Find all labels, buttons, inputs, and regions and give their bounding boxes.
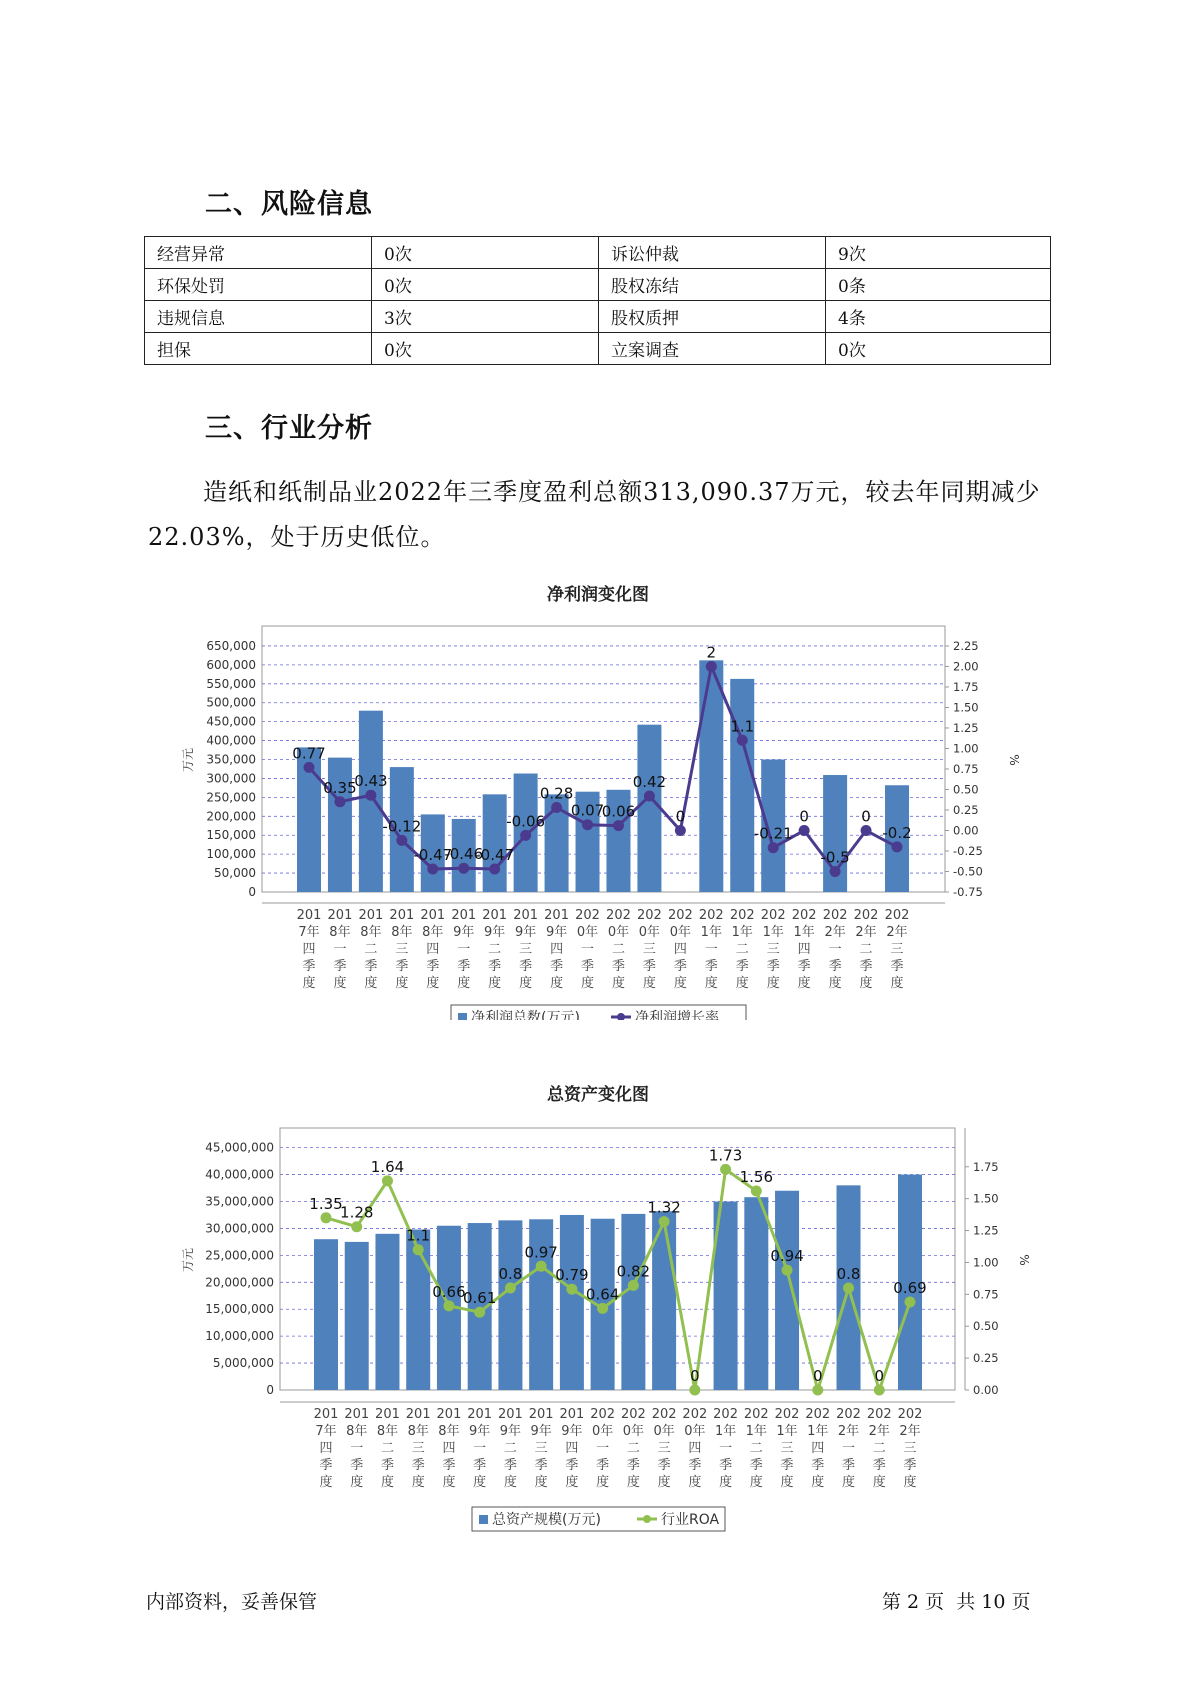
data-label: 1.1 xyxy=(730,717,755,736)
data-label: 0.35 xyxy=(323,778,357,797)
x-category-label: 201 8年三季度 xyxy=(389,908,415,991)
data-label: -0.12 xyxy=(382,817,422,836)
y2-tick-label: -0.50 xyxy=(953,864,983,879)
x-category-label: 202 1年四季度 xyxy=(805,1407,831,1490)
line-point xyxy=(304,762,315,773)
data-label: 0.77 xyxy=(292,744,326,763)
bar xyxy=(314,1239,338,1390)
x-category-label: 202 0年四季度 xyxy=(682,1407,708,1490)
line-point xyxy=(675,825,686,836)
x-category-label: 202 2年二季度 xyxy=(853,908,879,991)
bar xyxy=(775,1191,799,1390)
data-label: 0.28 xyxy=(539,784,574,803)
x-category-label: 202 1年一季度 xyxy=(698,908,724,991)
bar xyxy=(359,711,383,892)
x-category-label: 201 9年二季度 xyxy=(498,1407,523,1490)
data-label: -0.2 xyxy=(882,823,912,842)
risk-item-value: 4条 xyxy=(826,301,1051,333)
legend-bar-swatch xyxy=(458,1013,467,1020)
risk-section-title: 二、风险信息 xyxy=(205,189,373,220)
data-label: 1.64 xyxy=(370,1157,405,1176)
data-label: -0.47 xyxy=(413,846,453,865)
risk-item-label: 担保 xyxy=(145,333,372,365)
x-category-label: 201 9年二季度 xyxy=(482,908,508,991)
line-point xyxy=(597,1303,608,1314)
risk-item-value: 9次 xyxy=(826,237,1051,269)
line-point xyxy=(689,1385,700,1396)
risk-item-value: 0次 xyxy=(826,333,1051,365)
data-label: 0.61 xyxy=(462,1289,497,1308)
data-label: 0.66 xyxy=(432,1282,466,1301)
risk-table-row xyxy=(145,301,1051,333)
y-tick-label: 35,000,000 xyxy=(205,1194,274,1209)
data-label: 0 xyxy=(861,807,871,826)
y-tick-label: 150,000 xyxy=(206,828,256,843)
chart-title: 总资产变化图 xyxy=(547,1085,649,1105)
x-category-label: 202 2年三季度 xyxy=(897,1407,923,1490)
line-point xyxy=(427,864,438,875)
y2-tick-label: 0.50 xyxy=(973,1319,999,1334)
x-category-label: 202 2年二季度 xyxy=(866,1407,892,1490)
risk-item-label: 股权冻结 xyxy=(599,269,826,301)
y-tick-label: 550,000 xyxy=(206,676,256,691)
y2-tick-label: 1.50 xyxy=(953,700,979,715)
data-label: -0.46 xyxy=(444,845,484,864)
y-tick-label: 0 xyxy=(266,1383,274,1397)
data-label: 0 xyxy=(675,807,686,826)
y-tick-label: 0 xyxy=(248,885,256,899)
y2-tick-label: 2.00 xyxy=(953,659,979,674)
x-category-label: 201 9年四季度 xyxy=(559,1407,585,1490)
net-profit-chart xyxy=(0,580,1191,1024)
line-point xyxy=(861,825,872,836)
x-category-label: 202 0年三季度 xyxy=(637,908,662,991)
x-category-label: 202 2年三季度 xyxy=(884,908,910,991)
y-axis-label: 万元 xyxy=(181,1247,195,1273)
y-axis-label: 万元 xyxy=(181,747,195,773)
line-point xyxy=(737,735,748,746)
footer-page-number: 第 2 页 共 10 页 xyxy=(882,1591,1031,1613)
line-point xyxy=(474,1307,485,1318)
x-category-label: 201 9年四季度 xyxy=(544,908,569,991)
y2-tick-label: 1.75 xyxy=(973,1159,999,1174)
risk-item-label: 经营异常 xyxy=(145,237,372,269)
bar xyxy=(744,1197,768,1390)
line-point xyxy=(830,866,841,877)
line-point xyxy=(520,830,531,841)
legend-item-bars: 总资产规模(万元) xyxy=(492,1512,601,1528)
legend-line-marker xyxy=(643,1515,651,1523)
risk-item-value: 0条 xyxy=(826,269,1051,301)
risk-table xyxy=(144,236,1051,365)
line-point xyxy=(628,1280,639,1291)
data-label: 1.35 xyxy=(309,1194,343,1213)
y2-tick-label: 0.25 xyxy=(973,1351,999,1366)
x-category-label: 202 2年一季度 xyxy=(836,1407,861,1490)
data-label: 0.42 xyxy=(632,773,667,792)
chart-title: 净利润变化图 xyxy=(547,585,649,605)
x-category-label: 202 0年二季度 xyxy=(606,908,631,991)
data-label: 0.64 xyxy=(585,1285,620,1304)
line-point xyxy=(382,1175,393,1186)
y-tick-label: 300,000 xyxy=(206,771,256,786)
bar xyxy=(498,1220,522,1390)
data-label: -0.47 xyxy=(475,846,515,865)
y-tick-label: 250,000 xyxy=(206,790,256,805)
x-category-label: 201 8年三季度 xyxy=(405,1407,431,1490)
line-point xyxy=(782,1265,793,1276)
data-label: 0.94 xyxy=(770,1247,804,1266)
line-point xyxy=(365,790,376,801)
y2-axis-label: % xyxy=(1007,754,1021,766)
y2-tick-label: 1.25 xyxy=(953,720,979,735)
line-point xyxy=(334,796,345,807)
y-tick-label: 40,000,000 xyxy=(205,1167,274,1182)
risk-item-value: 0次 xyxy=(372,237,599,269)
x-category-label: 201 8年一季度 xyxy=(344,1407,370,1490)
data-label: 1.1 xyxy=(406,1226,431,1245)
footer-confidential: 内部资料，妥善保管 xyxy=(146,1591,318,1613)
y2-tick-label: 0.25 xyxy=(953,802,979,817)
line-point xyxy=(443,1300,454,1311)
industry-paragraph: 造纸和纸制品业2022年三季度盈利总额313,090.37万元，较去年同期减少22.03%，处于历史低位。 xyxy=(148,478,1041,551)
y-tick-label: 400,000 xyxy=(206,733,256,748)
x-category-label: 202 1年三季度 xyxy=(774,1407,800,1490)
risk-item-label: 诉讼仲裁 xyxy=(599,237,826,269)
y-tick-label: 450,000 xyxy=(206,714,256,729)
data-label: 0.43 xyxy=(354,772,388,791)
y2-tick-label: 0.50 xyxy=(953,782,979,797)
risk-table-row xyxy=(145,333,1051,365)
line-point xyxy=(659,1216,670,1227)
data-label: 0 xyxy=(813,1367,823,1385)
risk-item-label: 环保处罚 xyxy=(145,269,372,301)
line-point xyxy=(892,841,903,852)
x-category-label: 201 8年四季度 xyxy=(420,908,446,991)
bar xyxy=(483,794,507,892)
bar xyxy=(560,1215,584,1390)
line-point xyxy=(582,819,593,830)
total-assets-chart xyxy=(0,1078,1191,1542)
y2-tick-label: -0.75 xyxy=(953,885,983,899)
data-label: 0.79 xyxy=(555,1266,589,1285)
bar xyxy=(375,1234,399,1390)
line-point xyxy=(799,825,810,836)
line-point xyxy=(905,1296,916,1307)
data-label: -0.21 xyxy=(753,824,793,843)
y2-tick-label: 2.25 xyxy=(953,638,979,653)
data-label: 0.06 xyxy=(601,802,636,821)
data-label: 1.32 xyxy=(647,1198,681,1217)
risk-item-value: 0次 xyxy=(372,333,599,365)
y-tick-label: 500,000 xyxy=(206,695,256,710)
y2-tick-label: -0.25 xyxy=(953,843,983,858)
data-label: 0.69 xyxy=(893,1278,927,1297)
y2-tick-label: 1.25 xyxy=(973,1223,999,1238)
data-label: 0 xyxy=(690,1367,700,1385)
line-point xyxy=(536,1261,547,1272)
risk-item-label: 立案调查 xyxy=(599,333,826,365)
y2-axis-label: % xyxy=(1017,1254,1031,1266)
bar xyxy=(328,758,352,892)
risk-table-row xyxy=(145,269,1051,301)
line-point xyxy=(351,1221,362,1232)
y2-tick-label: 0.75 xyxy=(953,761,979,776)
data-label: 0.07 xyxy=(570,801,605,820)
risk-table-row xyxy=(145,237,1051,269)
bar xyxy=(637,725,661,892)
line-point xyxy=(489,864,500,875)
x-category-label: 202 1年二季度 xyxy=(743,1407,769,1490)
x-category-label: 201 9年三季度 xyxy=(513,908,539,991)
x-category-label: 202 1年四季度 xyxy=(791,908,817,991)
data-label: 1.73 xyxy=(708,1146,743,1165)
x-category-label: 201 8年二季度 xyxy=(375,1407,400,1490)
line-point xyxy=(843,1282,854,1293)
y-tick-label: 10,000,000 xyxy=(205,1329,274,1344)
line-point xyxy=(706,661,717,672)
data-label: 0.8 xyxy=(836,1264,861,1283)
y-tick-label: 15,000,000 xyxy=(205,1302,274,1317)
x-category-label: 201 8年四季度 xyxy=(436,1407,462,1490)
x-category-label: 202 1年二季度 xyxy=(729,908,755,991)
data-label: 0 xyxy=(874,1367,885,1385)
line-point xyxy=(458,863,469,874)
data-label: 1.28 xyxy=(340,1203,374,1222)
y-tick-label: 20,000,000 xyxy=(205,1275,274,1290)
y-tick-label: 45,000,000 xyxy=(205,1140,274,1155)
y2-tick-label: 0.75 xyxy=(973,1287,999,1302)
y2-tick-label: 0.00 xyxy=(973,1383,999,1397)
risk-item-label: 股权质押 xyxy=(599,301,826,333)
y-tick-label: 25,000,000 xyxy=(205,1248,274,1263)
line-point xyxy=(505,1282,516,1293)
risk-item-value: 0次 xyxy=(372,269,599,301)
x-category-label: 202 0年三季度 xyxy=(651,1407,677,1490)
line-point xyxy=(874,1385,885,1396)
data-label: 0.8 xyxy=(498,1264,523,1283)
line-point xyxy=(321,1212,332,1223)
x-category-label: 201 9年一季度 xyxy=(467,1407,493,1490)
line-point xyxy=(566,1284,577,1295)
x-category-label: 202 0年二季度 xyxy=(620,1407,646,1490)
y2-tick-label: 1.75 xyxy=(953,679,979,694)
legend-item-bars: 净利润总数(万元) xyxy=(471,1010,580,1020)
line-point xyxy=(768,842,779,853)
chart-svg xyxy=(0,1078,1191,1538)
bar xyxy=(699,660,723,892)
legend-item-line: 净利润增长率 xyxy=(635,1010,719,1020)
data-label: 2 xyxy=(706,643,717,662)
bar xyxy=(621,1214,645,1390)
y-tick-label: 100,000 xyxy=(206,847,256,862)
line-point xyxy=(720,1164,731,1175)
bar xyxy=(345,1242,369,1390)
data-label: 0.82 xyxy=(616,1262,651,1281)
line-point xyxy=(396,835,407,846)
legend-bar-swatch xyxy=(479,1515,488,1524)
y-tick-label: 5,000,000 xyxy=(212,1356,274,1371)
x-category-label: 201 9年三季度 xyxy=(528,1407,554,1490)
x-category-label: 202 0年一季度 xyxy=(575,908,600,991)
x-category-label: 202 0年四季度 xyxy=(667,908,693,991)
y-tick-label: 600,000 xyxy=(206,657,256,672)
line-point xyxy=(551,802,562,813)
line-point xyxy=(613,820,624,831)
data-label: 0 xyxy=(799,807,809,826)
x-category-label: 201 7年四季度 xyxy=(296,908,322,991)
x-category-label: 202 1年一季度 xyxy=(713,1407,738,1490)
y2-tick-label: 0.00 xyxy=(953,823,979,838)
y-tick-label: 200,000 xyxy=(206,809,256,824)
bar xyxy=(730,679,754,892)
risk-item-label: 违规信息 xyxy=(145,301,372,333)
risk-item-value: 3次 xyxy=(372,301,599,333)
x-category-label: 201 9年一季度 xyxy=(451,908,477,991)
line-point xyxy=(644,791,655,802)
y-tick-label: 650,000 xyxy=(206,638,256,653)
legend-item-line: 行业ROA xyxy=(661,1512,720,1528)
data-label: 0.97 xyxy=(524,1243,558,1262)
x-category-label: 201 8年一季度 xyxy=(327,908,353,991)
data-label: -0.5 xyxy=(820,848,850,867)
y-tick-label: 30,000,000 xyxy=(205,1221,274,1236)
x-category-label: 202 2年一季度 xyxy=(822,908,848,991)
x-category-label: 201 7年四季度 xyxy=(313,1407,339,1490)
x-category-label: 202 0年一季度 xyxy=(590,1407,616,1490)
x-category-label: 201 8年二季度 xyxy=(358,908,384,991)
y-tick-label: 350,000 xyxy=(206,752,256,767)
y-tick-label: 50,000 xyxy=(214,866,256,881)
data-label: -0.06 xyxy=(506,812,546,831)
x-category-label: 202 1年三季度 xyxy=(760,908,786,991)
data-label: 1.56 xyxy=(739,1168,774,1187)
chart-svg xyxy=(0,580,1191,1020)
line-point xyxy=(751,1186,762,1197)
line-point xyxy=(413,1244,424,1255)
industry-section-title: 三、行业分析 xyxy=(205,413,373,444)
y2-tick-label: 1.00 xyxy=(973,1255,999,1270)
y2-tick-label: 1.50 xyxy=(973,1191,999,1206)
y2-tick-label: 1.00 xyxy=(953,741,979,756)
line-point xyxy=(812,1385,823,1396)
